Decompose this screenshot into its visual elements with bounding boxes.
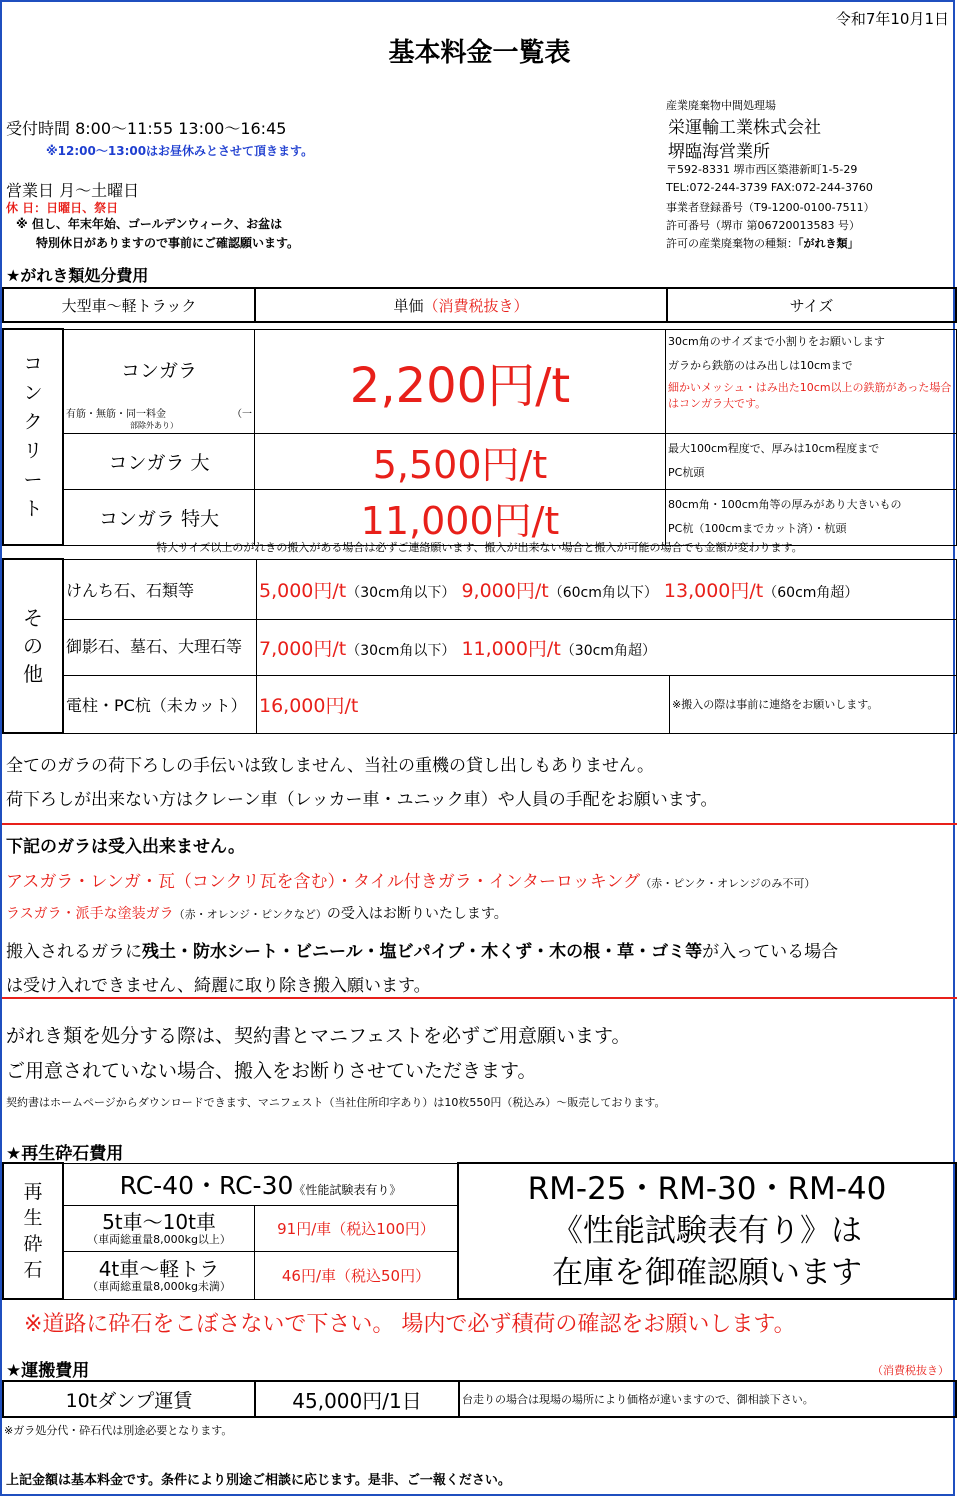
rc-row-small: 4t車～軽トラ （車両総重量8,000kg未満） xyxy=(63,1251,255,1299)
granite-name: 御影石、墓石、大理石等 xyxy=(63,619,257,675)
holidays: 休 日：日曜日、祭日 xyxy=(6,201,119,215)
section-recycled-title: ★再生砕石費用 xyxy=(6,1144,124,1164)
category-concrete-label: コ ン ク リ ー ト xyxy=(23,353,43,520)
lunch-note: ※12:00～13:00はお昼休みとさせて頂きます。 xyxy=(46,144,314,158)
rejected-title: 下記のガラは受入出来ません。 xyxy=(6,837,246,857)
rc-price-small: 46円/車（税込50円） xyxy=(255,1251,459,1299)
rejected-line-4: は受け入れできません、綺麗に取り除き搬入願います。 xyxy=(6,976,431,996)
rejected-line-3: 搬入されるガラに残土・防水シート・ビニール・塩ビパイプ・木くず・木の根・草・ゴミ等が入っている場合 xyxy=(6,942,839,962)
transport-price: 45,000円/1日 xyxy=(255,1381,459,1417)
final-note: 上記金額は基本料金です。条件により別途ご相談に応じます。是非、ご一報ください。 xyxy=(6,1473,511,1488)
category-other-label: そ の 他 xyxy=(23,606,43,686)
transport-note: 台走りの場合は現場の場所により価格が違いますので、御相談下さい。 xyxy=(459,1381,956,1417)
reception-hours: 受付時間 8:00～11:55 13:00～16:45 xyxy=(6,119,287,138)
header-vehicle: 大型車～軽トラック xyxy=(3,288,255,322)
waste-type-value: 「がれき類」 xyxy=(798,237,859,250)
stones-name: けんち石、石類等 xyxy=(63,559,257,619)
contract-line-2: ご用意されていない場合、搬入をお断りさせていただきます。 xyxy=(6,1060,537,1082)
kongara-sub-paren: （一 xyxy=(232,408,252,420)
category-recycled-label: 再 生 砕 石 xyxy=(23,1181,43,1281)
kongara-xl-price: 11,000円/t xyxy=(255,489,666,545)
pole-note: ※搬入の際は事前に連絡をお願いします。 xyxy=(670,675,957,733)
contract-line-3: 契約書はホームページからダウンロードできます、マニフェスト（当社住所印字あり）は10枚550円（税込み）～販売しております。 xyxy=(6,1096,666,1109)
stones-prices: 5,000円/t（30cm角以下） 9,000円/t（60cm角以下） 13,000円/t（60cm角超） xyxy=(257,559,957,619)
kongara-note-1: 30cm角のサイズまで小割りをお願いします xyxy=(668,334,885,348)
waste-type-label: 許可の産業廃棄物の種類： xyxy=(666,237,798,250)
rm-stock-notice: RM-25・RM-30・RM-40 《性能試験表有り》は 在庫を御確認願います xyxy=(458,1163,956,1299)
permit-number: 許可番号（堺市 第06720013583 号） xyxy=(666,219,860,232)
contract-line-1: がれき類を処分する際は、契約書とマニフェストを必ずご用意願います。 xyxy=(6,1025,631,1047)
rejected-line-2: ラスガラ・派手な塗装ガラ（赤・オレンジ・ピンクなど）の受入はお断りいたします。 xyxy=(6,906,508,922)
rc-product: RC-40・RC-30《性能試験表有り》 xyxy=(63,1163,458,1205)
section-rubble-title: ★がれき類処分費用 xyxy=(6,266,149,285)
row-kongara xyxy=(63,329,255,433)
facility-type: 産業廃棄物中間処理場 xyxy=(666,99,776,112)
other-table xyxy=(2,558,957,734)
header-size: サイズ xyxy=(667,288,956,322)
transport-service: 10tダンプ運賃 xyxy=(3,1381,255,1417)
branch-name: 堺臨海営業所 xyxy=(668,142,770,162)
header-price: 単価（消費税抜き） xyxy=(255,288,667,322)
company-phone: TEL:072-244-3739 FAX:072-244-3760 xyxy=(666,181,873,194)
xl-size-footnote: 特大サイズ以上のがれきの搬入がある場合は必ずご連絡願います、搬入が出来ない場合と搬入が可能の場合でも金額が変わります。 xyxy=(156,541,803,554)
spill-warning: ※道路に砕石をこぼさないで下さい。 場内で必ず積荷の確認をお願いします。 xyxy=(24,1312,796,1337)
section-transport-title: ★運搬費用 xyxy=(6,1361,90,1381)
kongara-large-price: 5,500円/t xyxy=(255,433,666,489)
granite-prices: 7,000円/t（30cm角以下） 11,000円/t（30cm角超） xyxy=(257,619,957,675)
transport-tax-note: （消費税抜き） xyxy=(872,1364,949,1377)
recycled-table xyxy=(2,1162,957,1300)
concrete-table xyxy=(2,328,957,546)
category-recycled xyxy=(3,1163,63,1299)
special-holiday-note-2: 特別休日がありますので事前にご確認願います。 xyxy=(36,236,300,250)
kongara-large-name: コンガラ 大 xyxy=(63,433,255,489)
transport-table xyxy=(2,1380,957,1418)
category-concrete xyxy=(3,329,63,545)
kongara-xl-name: コンガラ 特大 xyxy=(63,489,255,545)
rubble-table-header xyxy=(2,287,957,323)
unloading-line-1: 全てのガラの荷下ろしの手伝いは致しません、当社の重機の貸し出しもありません。 xyxy=(6,756,655,776)
waste-type xyxy=(666,235,859,251)
kongara-large-notes: 最大100cm程度で、厚みは10cm程度まで PC杭頭 xyxy=(666,433,957,489)
page-title: 基本料金一覧表 xyxy=(388,38,571,68)
rejected-line-1: アスガラ・レンガ・瓦（コンクリ瓦を含む）・タイル付きガラ・インターロッキング（赤・ピンク・オレンジのみ不可） xyxy=(6,872,816,892)
business-days: 営業日 月～土曜日 xyxy=(6,181,140,200)
kongara-sub: 有筋・無筋・同一料金 xyxy=(66,408,166,420)
kongara-xl-notes: 80cm角・100cm角等の厚みがあり大きいもの PC杭（100cmまでカット済）・杭頭 xyxy=(666,489,957,545)
kongara-note-2: ガラから鉄筋のはみ出しは10cmまで xyxy=(668,358,853,372)
rc-price-large: 91円/車（税込100円） xyxy=(255,1205,459,1251)
company-name: 栄運輸工業株式会社 xyxy=(668,118,821,138)
kongara-name: コンガラ xyxy=(120,359,197,382)
unloading-line-2: 荷下ろしが出来ない方はクレーン車（レッカー車・ユニック車）や人員の手配をお願います。 xyxy=(6,790,718,810)
kongara-notes xyxy=(666,329,957,433)
pole-name: 電柱・PC杭（未カット） xyxy=(63,675,257,733)
rc-row-large: 5t車～10t車 （車両総重量8,000kg以上） xyxy=(63,1205,255,1251)
category-other xyxy=(3,559,63,733)
registration-number: 事業者登録番号（T9-1200-0100-7511） xyxy=(666,201,875,214)
red-divider-bottom xyxy=(2,997,957,999)
issue-date: 令和7年10月1日 xyxy=(835,10,949,28)
kongara-price: 2,200円/t xyxy=(255,329,666,433)
kongara-sub2: 部除外あり） xyxy=(130,420,178,430)
red-divider-top xyxy=(2,823,957,825)
pole-price: 16,000円/t xyxy=(257,675,670,733)
company-address: 〒592-8331 堺市西区築港新町1-5-29 xyxy=(666,163,858,176)
transport-footnote: ※ガラ処分代・砕石代は別途必要となります。 xyxy=(4,1424,233,1437)
special-holiday-note-1: ※ 但し、年末年始、ゴールデンウィーク、お盆は xyxy=(16,217,283,231)
kongara-red-note: 細かいメッシュ・はみ出た10cm以上の鉄筋があった場合はコンガラ大です。 xyxy=(668,380,952,410)
